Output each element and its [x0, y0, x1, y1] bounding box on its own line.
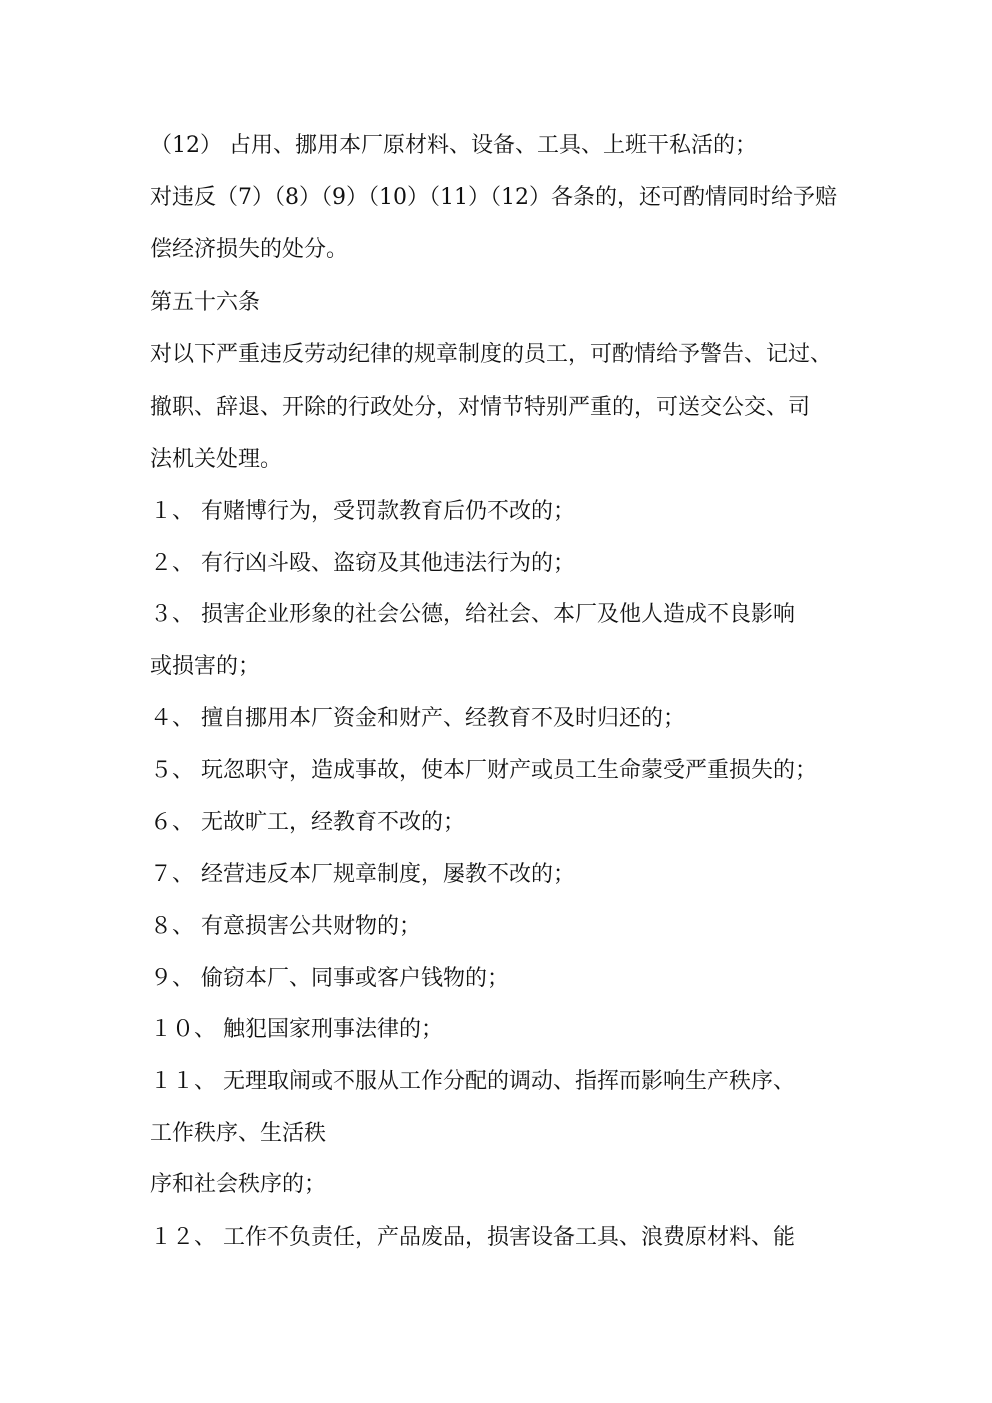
list-item-10: １０、 触犯国家刑事法律的； [150, 1017, 443, 1042]
text-line-article-intro-end: 法机关处理。 [150, 447, 283, 472]
list-item-11: １１、 无理取闹或不服从工作分配的调动、指挥而影响生产秩序、 [150, 1069, 795, 1094]
list-item-2: ２、 有行凶斗殴、盗窃及其他违法行为的； [150, 551, 575, 576]
list-item-5: ５、 玩忽职守，造成事故，使本厂财产或员工生命蒙受严重损失的； [150, 758, 817, 783]
list-item-6: ６、 无故旷工，经教育不改的； [150, 810, 465, 835]
text-line-article-intro-cont: 撤职、辞退、开除的行政处分，对情节特别严重的，可送交公交、司 [150, 395, 811, 420]
list-item-3-cont: 或损害的； [150, 654, 261, 679]
list-item-4: ４、 擅自挪用本厂资金和财产、经教育不及时归还的； [150, 706, 685, 731]
article-heading: 第五十六条 [150, 290, 261, 315]
text-line-violation-note: 对违反（7）（8）（9）（10）（11）（12）各条的，还可酌情同时给予赔 [150, 185, 837, 210]
list-item-1: １、 有赌博行为，受罚款教育后仍不改的； [150, 499, 575, 524]
list-item-8: ８、 有意损害公共财物的； [150, 914, 421, 939]
list-item-11-end: 序和社会秩序的； [150, 1172, 327, 1197]
list-item-7: ７、 经营违反本厂规章制度，屡教不改的； [150, 862, 575, 887]
text-line-item-12: （12） 占用、挪用本厂原材料、设备、工具、上班干私活的； [150, 133, 757, 158]
list-item-12: １２、 工作不负责任，产品废品，损害设备工具、浪费原材料、能 [150, 1225, 795, 1250]
list-item-3: ３、 损害企业形象的社会公德，给社会、本厂及他人造成不良影响 [150, 602, 795, 627]
text-line-violation-note-cont: 偿经济损失的处分。 [150, 237, 349, 262]
list-item-9: ９、 偷窃本厂、同事或客户钱物的； [150, 966, 509, 991]
text-line-article-intro: 对以下严重违反劳动纪律的规章制度的员工，可酌情给予警告、记过、 [150, 342, 833, 367]
list-item-11-cont: 工作秩序、生活秩 [150, 1121, 327, 1146]
